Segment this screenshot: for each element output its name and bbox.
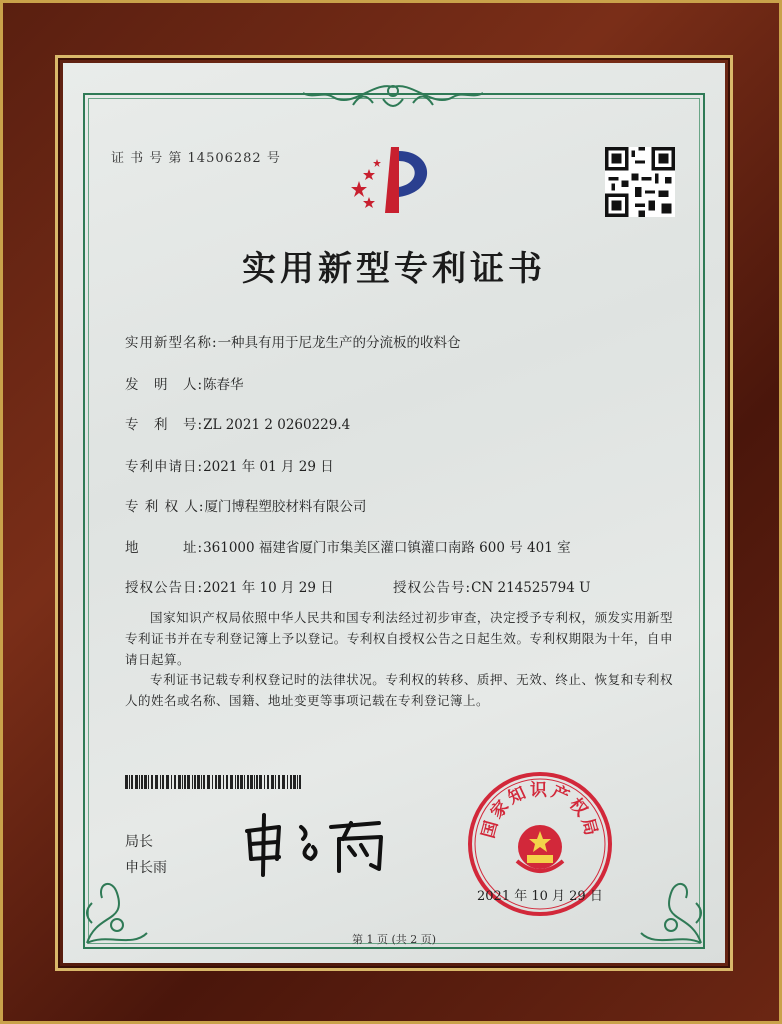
grant-date-label: 授权公告日: [125,580,204,596]
field-inventor-value: 陈春华 [203,377,244,393]
field-address [125,536,571,556]
seal-date: 2021 年 10 月 29 日 [477,889,603,904]
field-name [125,331,461,351]
grant-no-value: CN 214525794 U [471,580,591,596]
field-patentee-value: 厦门博程塑胶材料有限公司 [204,499,367,515]
emblem-logo-icon [339,141,449,221]
field-name-value: 一种具有用于尼龙生产的分流板的收料仓 [217,335,461,351]
field-grant-no [393,576,590,596]
field-patent-no [125,413,350,433]
barcode-icon [125,775,305,789]
seal-text: 国家知识产权局 [478,780,602,841]
field-filing-date-label: 专利申请日: [125,459,204,475]
qr-code-icon [605,147,675,217]
field-filing-date-value: 2021 年 01 月 29 日 [203,459,334,475]
field-inventor [125,373,244,393]
field-inventor-label: 发 明 人: [125,377,204,393]
field-address-label: 地 址: [125,540,204,556]
field-filing-date [125,455,334,475]
field-address-value: 361000 福建省厦门市集美区灌口镇灌口南路 600 号 401 室 [203,540,571,556]
certificate-number: 证 书 号 第 14506282 号 [111,151,281,166]
field-name-label: 实用新型名称: [125,335,218,351]
chief-label: 局长 [125,834,153,850]
page-number: 第 1 页 (共 2 页) [351,933,437,946]
certificate-title: 实用新型专利证书 [242,249,546,289]
paragraph-1: 国家知识产权局依照中华人民共和国专利法经过初步审查，决定授予专利权，颁发实用新型专利证书并在专利登记簿上予以登记。专利权自授权公告之日起生效。专利权期限为十年，自申请日起算。 [125,610,673,667]
grant-no-label: 授权公告号: [393,580,472,596]
field-patentee-label: 专 利 权 人: [125,499,205,515]
signature-icon [239,809,399,879]
field-patentee [125,495,366,515]
field-patent-no-label: 专 利 号: [125,417,204,433]
chief-name: 申长雨 [125,860,167,876]
certificate-paper [63,63,725,963]
paragraph-2: 专利证书记载专利权登记时的法律状况。专利权的转移、质押、无效、终止、恢复和专利权人的姓名或名称、国籍、地址变更等事项记载在专利登记簿上。 [125,672,673,708]
field-grant-date [125,576,334,596]
grant-date-value: 2021 年 10 月 29 日 [203,580,334,596]
field-patent-no-value: ZL 2021 2 0260229.4 [203,417,351,433]
top-ornament-icon [293,79,493,115]
